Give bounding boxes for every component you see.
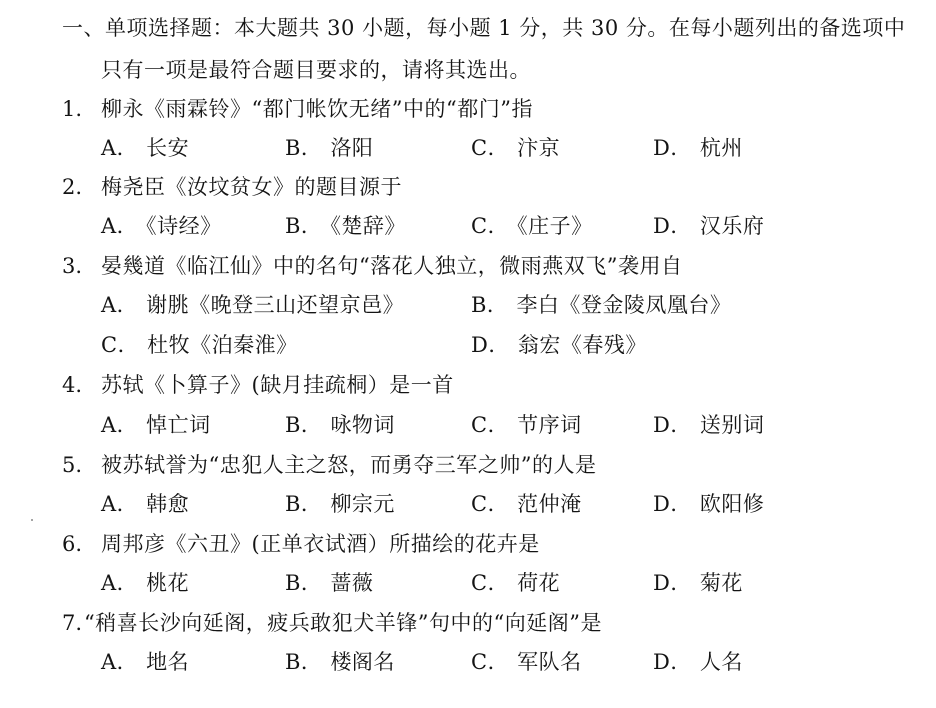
option-text: 咏物词: [330, 413, 395, 437]
option-b: [285, 410, 395, 440]
option-text: 楼阁名: [330, 650, 395, 674]
option-a: [101, 568, 189, 598]
option-text: 人名: [699, 650, 743, 674]
option-letter: C．: [101, 333, 140, 357]
option-d: [653, 133, 743, 163]
option-letter: B．: [285, 571, 323, 595]
option-d: [653, 211, 764, 241]
question-number: 5.: [62, 453, 83, 477]
option-text: 谢朓《晚登三山还望京邑》: [146, 293, 405, 317]
option-a: [101, 290, 404, 320]
question-number: 2.: [62, 175, 83, 199]
option-text: 洛阳: [330, 136, 374, 160]
option-text: 杜牧《泊秦淮》: [147, 333, 298, 357]
question-text: 被苏轼誉为“忠犯人主之怒，而勇夺三军之帅”的人是: [101, 453, 597, 477]
option-text: 柳宗元: [330, 492, 395, 516]
option-b: [285, 568, 373, 598]
option-text: 韩愈: [146, 492, 190, 516]
option-c: [471, 489, 582, 519]
option-letter: D．: [653, 413, 692, 437]
option-letter: C．: [471, 492, 510, 516]
question-text: 梅尧臣《汝坟贫女》的题目源于: [101, 175, 402, 199]
option-d: [653, 647, 743, 677]
option-letter: D．: [653, 571, 692, 595]
option-letter: A．: [101, 293, 139, 317]
option-c: [471, 133, 560, 163]
option-d: [653, 568, 743, 598]
option-letter: C．: [471, 650, 510, 674]
option-letter: B．: [285, 136, 323, 160]
option-text: 杭州: [699, 136, 743, 160]
option-letter: A．: [101, 136, 139, 160]
option-text: 《庄子》: [517, 214, 593, 238]
question-text: “稍喜长沙向延阁，疲兵敢犯犬羊锋”句中的“向延阁”是: [84, 611, 602, 635]
question-text: 晏幾道《临江仙》中的名句“落花人独立，微雨燕双飞”袭用自: [101, 254, 683, 278]
option-text: 汴京: [517, 136, 561, 160]
option-letter: C．: [471, 136, 510, 160]
question-text: 苏轼《卜算子》(缺月挂疏桐）是一首: [101, 373, 454, 397]
option-text: 送别词: [699, 413, 765, 437]
option-text: 荷花: [517, 571, 561, 595]
option-text: 范仲淹: [517, 492, 582, 516]
option-text: 《楚辞》: [330, 214, 406, 238]
option-a: [101, 133, 189, 163]
option-letter: D．: [653, 650, 692, 674]
option-b: [285, 133, 373, 163]
option-d: [471, 330, 647, 360]
option-text: 军队名: [517, 650, 582, 674]
option-text: 桃花: [146, 571, 190, 595]
option-letter: C．: [471, 214, 510, 238]
option-b: [285, 489, 395, 519]
option-c: [471, 647, 582, 677]
option-b: [285, 211, 406, 241]
option-letter: D．: [471, 333, 510, 357]
option-text: 节序词: [517, 413, 582, 437]
option-letter: B．: [471, 293, 509, 317]
option-c: [101, 330, 298, 360]
section-heading: 一、单项选择题：本大题共 30 小题，每小题 1 分，共 30 分。在每小题列出的备选项中: [62, 16, 906, 40]
option-letter: D．: [653, 214, 692, 238]
option-text: 地名: [146, 650, 190, 674]
option-letter: A．: [101, 492, 139, 516]
option-letter: D．: [653, 136, 692, 160]
section-heading-continued: 只有一项是最符合题目要求的，请将其选出。: [101, 58, 531, 82]
question-number: 6.: [62, 532, 83, 556]
option-text: 欧阳修: [699, 492, 765, 516]
option-letter: A．: [101, 413, 139, 437]
option-text: 悼亡词: [146, 413, 211, 437]
option-text: 翁宏《春残》: [517, 333, 647, 357]
option-c: [471, 211, 593, 241]
option-text: 《诗经》: [146, 214, 222, 238]
question-text: 周邦彦《六丑》(正单衣试酒）所描绘的花卉是: [101, 532, 540, 556]
option-a: [101, 211, 222, 241]
option-text: 菊花: [699, 571, 743, 595]
option-a: [101, 410, 211, 440]
option-letter: C．: [471, 571, 510, 595]
question-number: 7.: [62, 611, 83, 635]
option-d: [653, 489, 764, 519]
option-letter: B．: [285, 214, 323, 238]
question-number: 4.: [62, 373, 83, 397]
option-letter: B．: [285, 492, 323, 516]
option-c: [471, 568, 560, 598]
option-text: 李白《登金陵凤凰台》: [516, 293, 732, 317]
option-b: [285, 647, 395, 677]
question-number: 3.: [62, 254, 83, 278]
option-letter: D．: [653, 492, 692, 516]
option-text: 汉乐府: [699, 214, 765, 238]
option-a: [101, 489, 189, 519]
option-d: [653, 410, 764, 440]
option-letter: A．: [101, 214, 139, 238]
option-a: [101, 647, 189, 677]
option-letter: A．: [101, 571, 139, 595]
option-text: 长安: [146, 136, 190, 160]
question-number: 1.: [62, 97, 83, 121]
option-letter: B．: [285, 650, 323, 674]
option-text: 蔷薇: [330, 571, 374, 595]
option-letter: A．: [101, 650, 139, 674]
scan-speck: [31, 519, 33, 521]
option-b: [471, 290, 731, 320]
option-c: [471, 410, 582, 440]
question-text: 柳永《雨霖铃》“都门帐饮无绪”中的“都门”指: [101, 97, 533, 121]
option-letter: C．: [471, 413, 510, 437]
option-letter: B．: [285, 413, 323, 437]
